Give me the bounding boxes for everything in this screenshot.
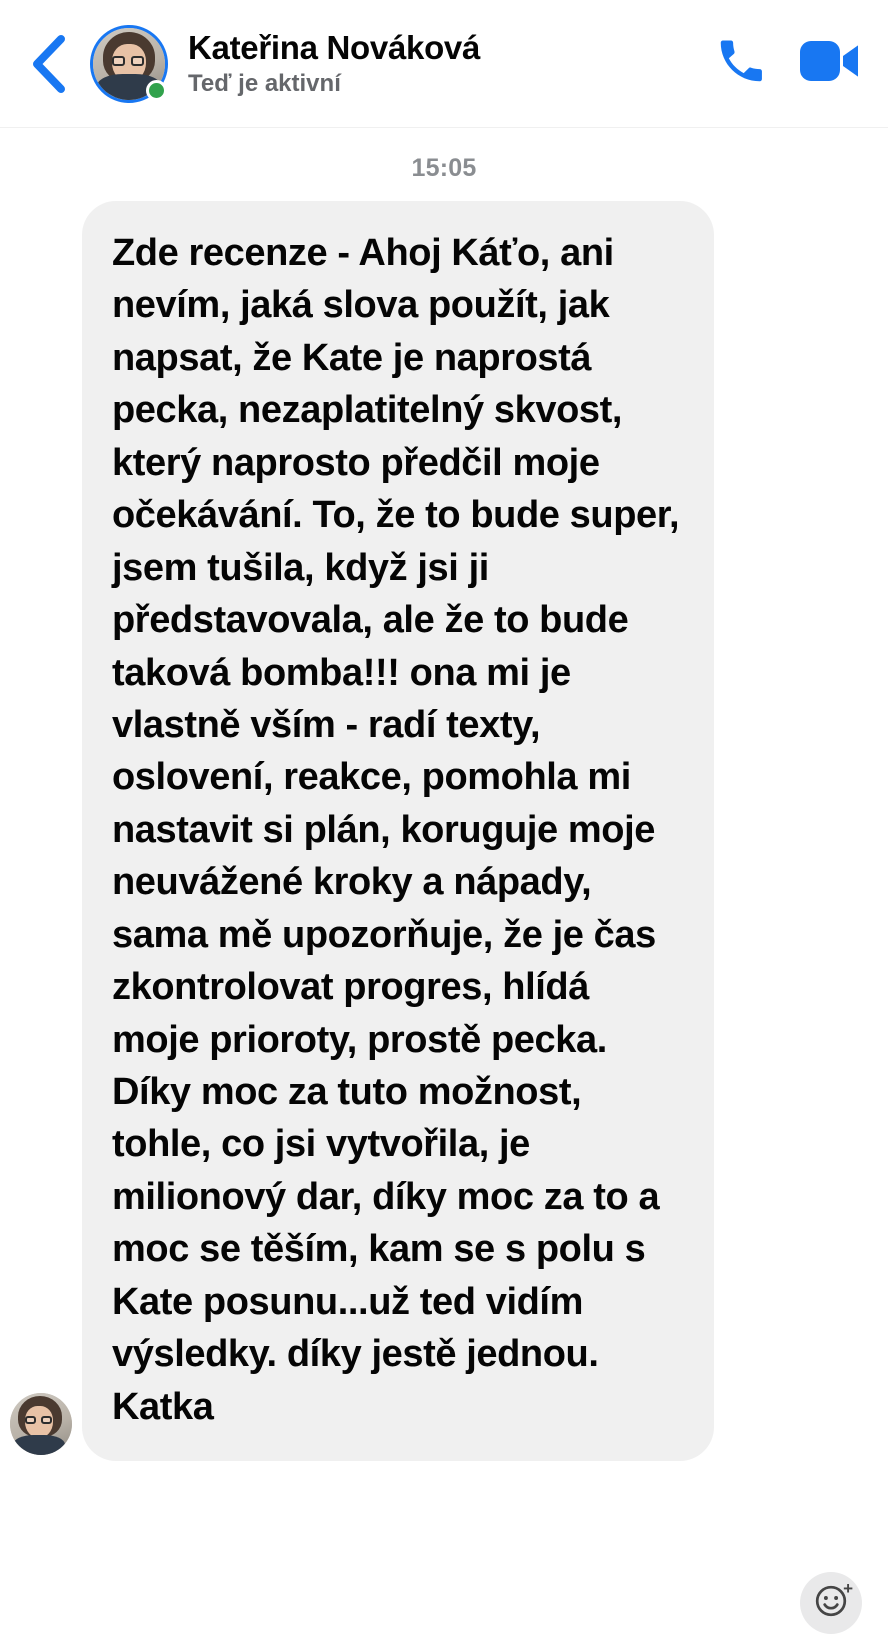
message-timestamp: 15:05 [411, 154, 477, 182]
voice-call-button[interactable] [714, 34, 768, 93]
avatar[interactable] [90, 25, 168, 103]
chat-header [0, 0, 888, 128]
message-bubble[interactable]: Zde recenze - Ahoj Káťo, ani nevím, jaká slova použít, jak napsat, že Kate je naprostá pecka, nezaplatitelný skvost, který naprosto předčil moje očekávání. To, že to bude super, jsem tušila, když jsi ji představovala, ale že to bude taková bomba!!! ona mi je vlastně vším - radí texty, oslovení, reakce, pomohla mi nastavit si plán, koruguje moje neuvážené kroky a nápady, sama mě upozorňuje, že je čas zkontrolovat progres, hlídá moje prioroty, prostě pecka. Díky moc za tuto možnost, tohle, co jsi vytvořila, je milionový dar, díky moc za to a moc se těším, kam se s polu s Kate posunu...už ted vidím výsledky. díky jestě jednou. Katka [82, 201, 714, 1461]
phone-icon [714, 34, 768, 93]
header-actions [714, 34, 866, 93]
back-button[interactable] [22, 34, 76, 94]
sender-avatar[interactable] [10, 1393, 72, 1455]
add-reaction-button[interactable] [800, 1572, 862, 1634]
message-row [0, 201, 888, 1461]
chevron-left-icon [29, 33, 69, 95]
video-call-button[interactable] [800, 39, 860, 88]
message-footer-actions [0, 1560, 888, 1646]
contact-info[interactable] [188, 29, 714, 98]
contact-status: Teď je aktivní [188, 69, 341, 97]
reaction-plus-label: + [843, 1579, 853, 1598]
contact-name: Kateřina Nováková [188, 29, 481, 67]
online-status-indicator [146, 80, 167, 101]
message-list[interactable] [0, 128, 888, 1646]
video-camera-icon [800, 39, 860, 88]
